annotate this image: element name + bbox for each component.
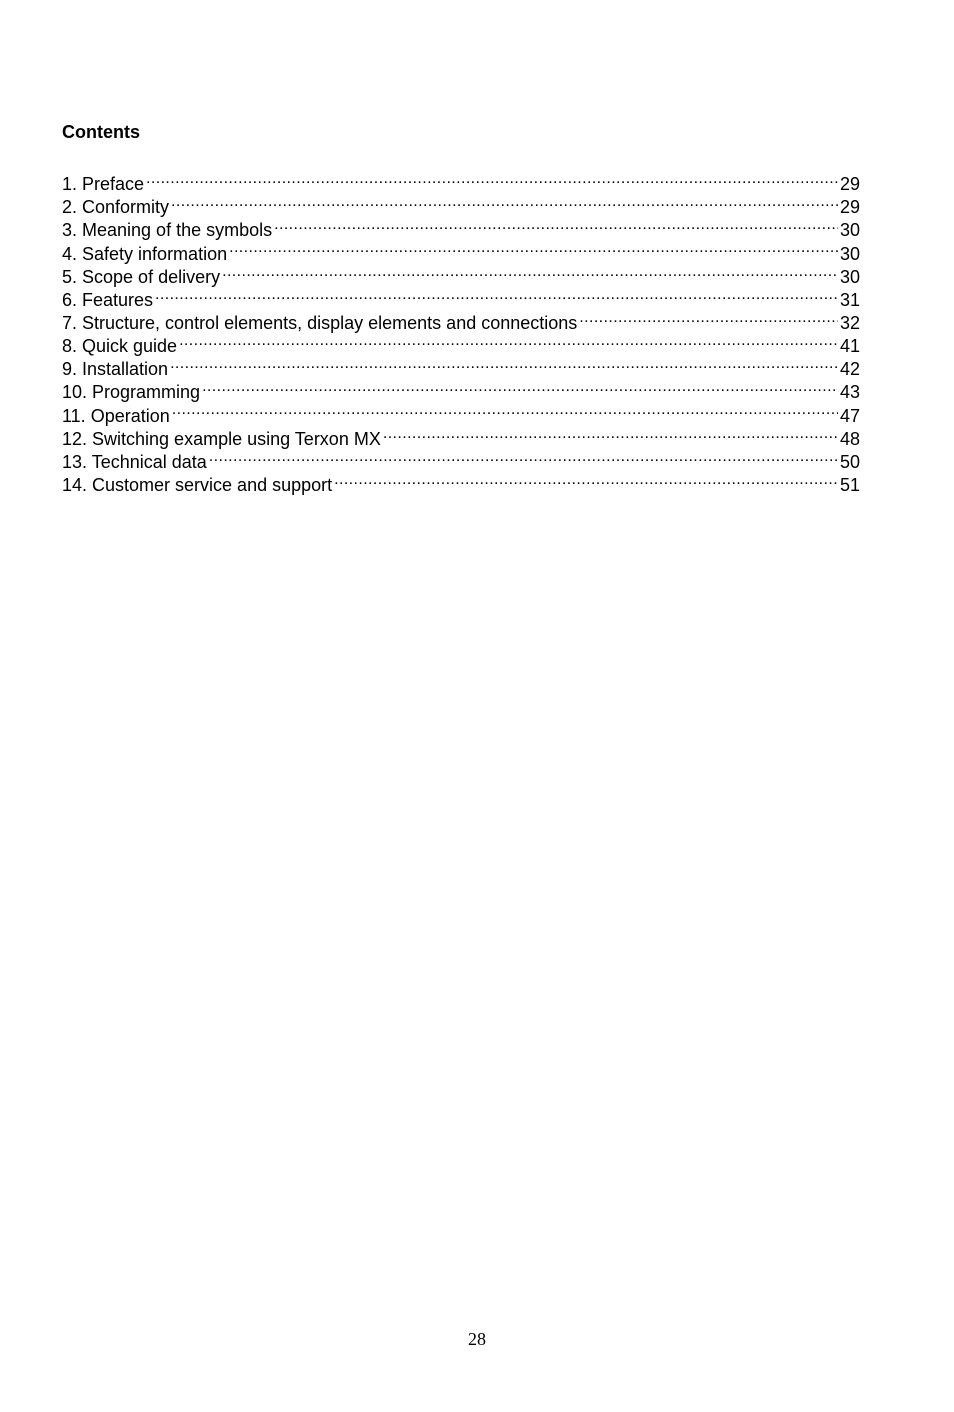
toc-leader-dots <box>383 422 838 445</box>
toc-entry-page: 43 <box>839 382 860 403</box>
toc-leader-dots <box>334 468 838 491</box>
page-number: 28 <box>468 1329 486 1349</box>
toc-entry-title: 10. Programming <box>62 382 201 403</box>
toc-entry-title: 13. Technical data <box>62 451 207 472</box>
toc-entry <box>62 190 860 218</box>
toc-entry-page: 29 <box>839 197 860 218</box>
toc-entry-page: 29 <box>839 174 860 195</box>
toc-entry-title: 5. Scope of delivery <box>62 266 221 287</box>
toc-entry-page: 31 <box>839 289 860 310</box>
toc-entry <box>62 167 860 195</box>
toc-entry <box>62 375 860 403</box>
toc-entry-title: 8. Quick guide <box>62 336 178 357</box>
toc-entry-title: 2. Conformity <box>62 197 170 218</box>
toc-entry-title: 9. Installation <box>62 359 169 380</box>
toc-entry <box>62 213 860 241</box>
toc-entry-page: 47 <box>839 405 860 426</box>
toc-entry <box>62 329 860 357</box>
toc-entry-title: 7. Structure, control elements, display elements and connections <box>62 312 578 333</box>
toc-entry <box>62 283 860 310</box>
toc-entry-title: 14. Customer service and support <box>62 474 333 495</box>
toc-leader-dots <box>274 213 838 236</box>
toc-leader-dots <box>579 306 838 329</box>
toc-entry-title: 11. Operation <box>62 405 170 426</box>
toc-entry-page: 50 <box>839 451 860 472</box>
toc-entry-title: 1. Preface <box>62 174 145 195</box>
toc-leader-dots <box>222 260 838 283</box>
toc-leader-dots <box>179 329 838 352</box>
toc-leader-dots <box>229 236 838 259</box>
toc-entry <box>62 352 860 380</box>
toc-entry-page: 41 <box>839 336 860 357</box>
toc-entry-title: 12. Switching example using Terxon MX <box>62 428 381 449</box>
toc-entry-page: 30 <box>839 266 860 287</box>
toc-leader-dots <box>202 375 838 398</box>
toc-entry-page: 51 <box>839 474 860 495</box>
toc-entry-title: 3. Meaning of the symbols <box>62 220 273 241</box>
table-of-contents <box>62 167 860 495</box>
toc-entry-page: 48 <box>839 428 860 449</box>
toc-leader-dots <box>170 352 838 375</box>
toc-entry <box>62 306 860 333</box>
toc-leader-dots <box>172 398 838 421</box>
toc-entry-title: 4. Safety information <box>62 243 228 264</box>
toc-leader-dots <box>171 190 838 213</box>
toc-entry-title: 6. Features <box>62 289 154 310</box>
toc-leader-dots <box>209 445 838 468</box>
toc-entry-page: 30 <box>839 243 860 264</box>
toc-leader-dots <box>146 167 838 190</box>
toc-entry-page: 30 <box>839 220 860 241</box>
toc-entry <box>62 398 860 426</box>
toc-entry-page: 32 <box>839 312 860 333</box>
toc-heading: Contents <box>62 122 140 142</box>
toc-entry-page: 42 <box>839 359 860 380</box>
toc-leader-dots <box>155 283 838 306</box>
toc-entry <box>62 422 860 449</box>
